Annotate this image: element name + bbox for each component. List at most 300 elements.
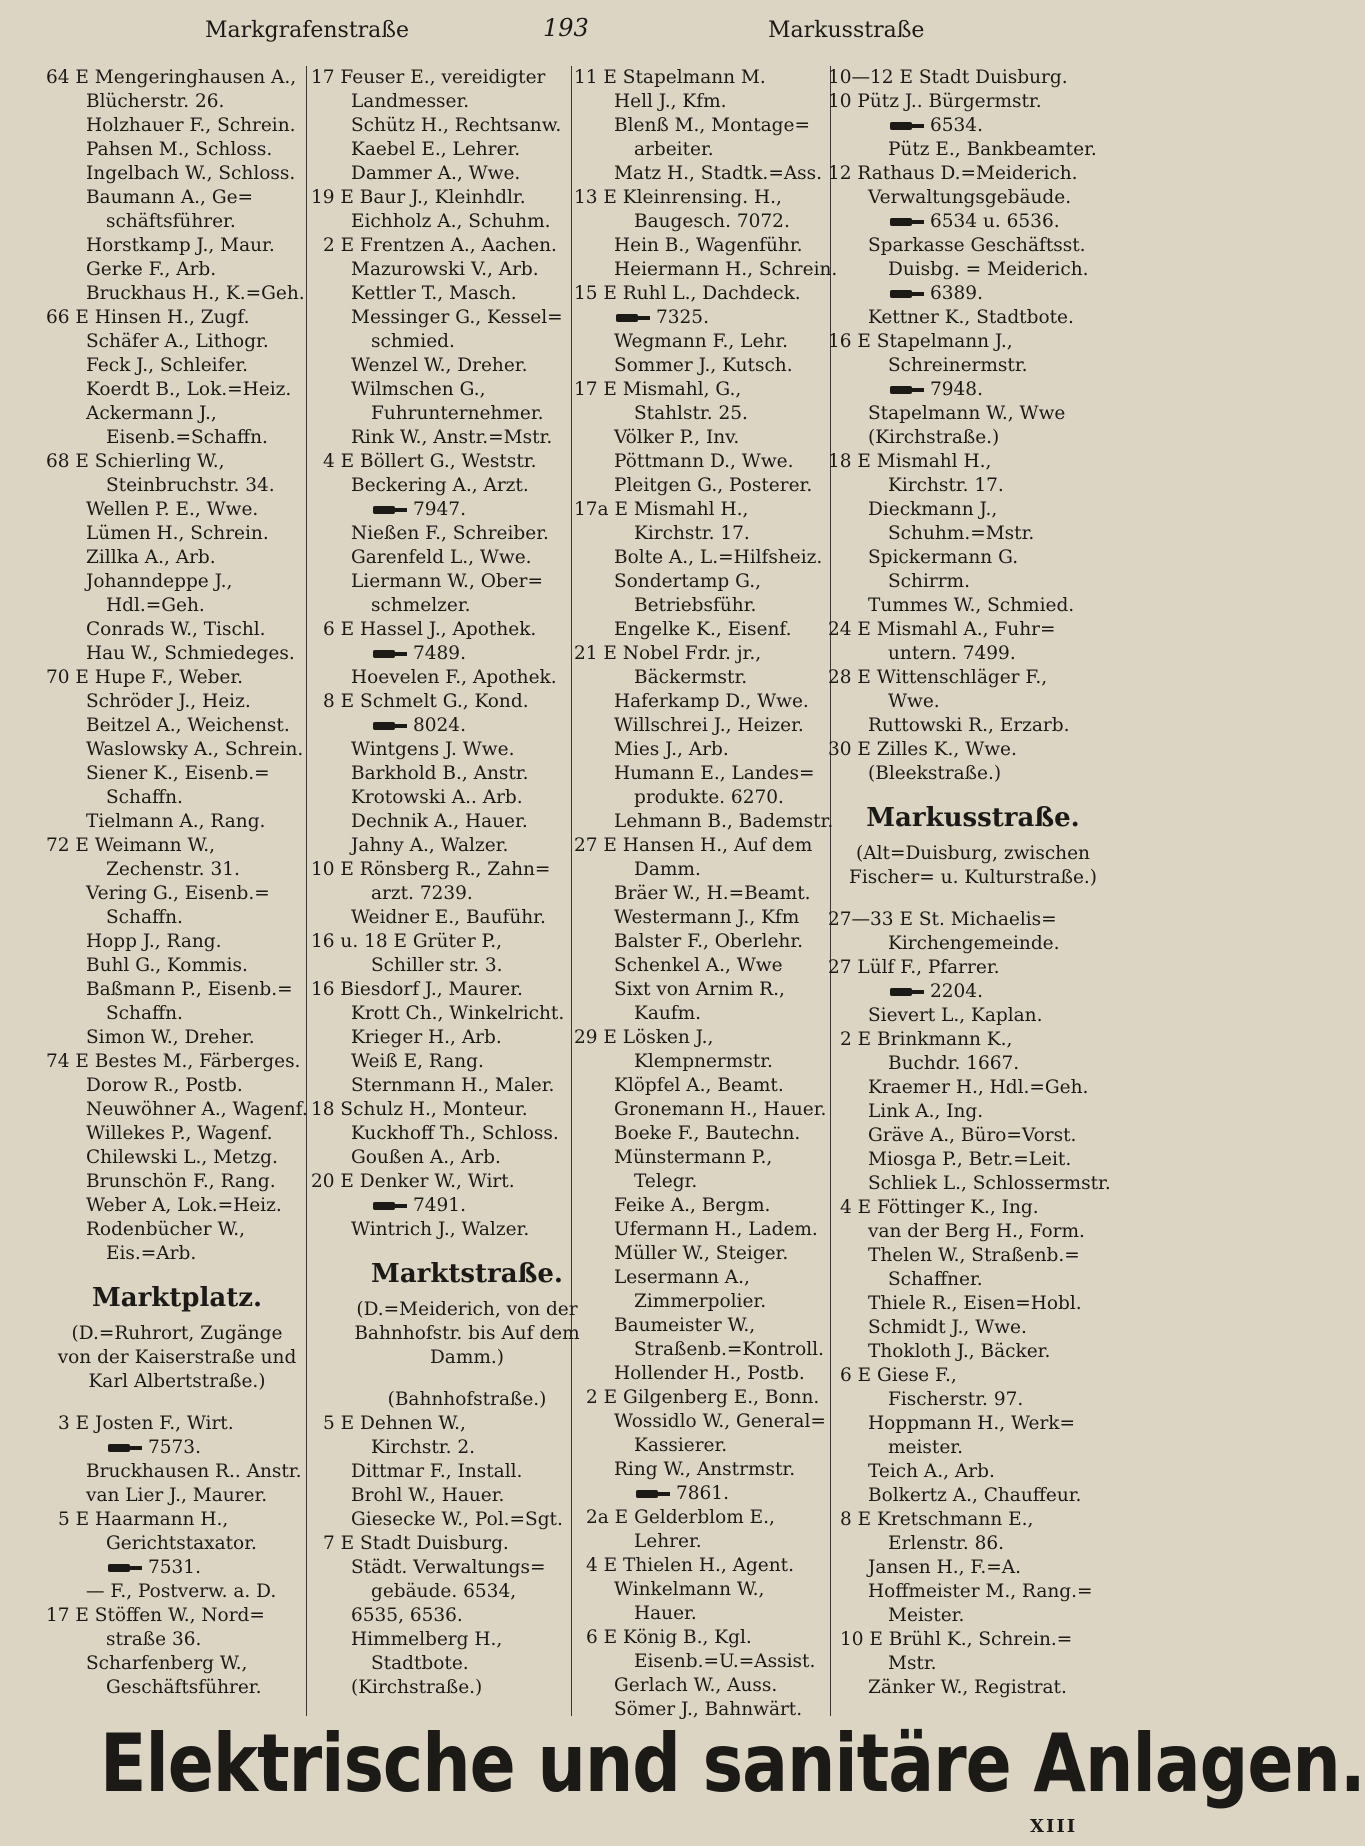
entry-text: 18 Schulz H., Monteur. [311, 1099, 528, 1120]
entry-text: 11 E Stapelmann M. [574, 67, 766, 88]
entry-text: 17 Feuser E., vereidigter [311, 67, 546, 88]
directory-entry-line [46, 474, 308, 498]
directory-entry-line [46, 1484, 308, 1508]
entry-text: 10 E Rönsberg R., Zahn= [311, 859, 551, 880]
directory-entry-line [828, 1196, 1118, 1220]
directory-entry-line [46, 186, 308, 210]
directory-entry-line [46, 1002, 308, 1026]
entry-text: Ackermann J., [86, 403, 217, 424]
entry-text: straße 36. [106, 1629, 202, 1650]
entry-text: Willschrei J., Heizer. [614, 715, 804, 736]
entry-text: Engelke K., Eisenf. [614, 619, 792, 640]
entry-text: Neuwöhner A., Wagenf. [86, 1099, 308, 1120]
entry-text: 18 E Mismahl H., [828, 451, 992, 472]
telephone-icon [373, 649, 407, 659]
entry-text: Wwe. [888, 691, 940, 712]
directory-entry-line [46, 162, 308, 186]
entry-text: Goußen A., Arb. [351, 1147, 501, 1168]
directory-entry-line [828, 186, 1118, 210]
entry-text: 72 E Weimann W., [46, 835, 216, 856]
directory-entry-line [828, 1220, 1118, 1244]
entry-text: Zänker W., Registrat. [868, 1677, 1067, 1698]
entry-text: Kaufm. [634, 1003, 702, 1024]
directory-entry-line [828, 690, 1118, 714]
directory-entry-line [46, 1322, 308, 1346]
entry-text: 20 E Denker W., Wirt. [311, 1171, 515, 1192]
directory-entry-line [828, 498, 1118, 522]
directory-entry-line [828, 762, 1118, 786]
entry-text: 6535, 6536. [351, 1605, 463, 1626]
entry-text: 6 E Giese F., [840, 1365, 957, 1386]
entry-text: 7 E Stadt Duisburg. [323, 1533, 509, 1554]
directory-entry-line [46, 258, 308, 282]
entry-text: Tielmann A., Rang. [86, 811, 266, 832]
entry-text: 66 E Hinsen H., Zugf. [46, 307, 250, 328]
street-heading: Marktstraße. [371, 1259, 563, 1289]
entry-text: Wintgens J. Wwe. [351, 739, 515, 760]
entry-text: untern. 7499. [888, 643, 1016, 664]
entry-text: Pütz E., Bankbeamter. [888, 139, 1097, 160]
directory-entry-line [46, 954, 308, 978]
entry-text: 5 E Dehnen W., [323, 1413, 466, 1434]
directory-entry-line [46, 1412, 308, 1436]
directory-entry-line [46, 1628, 308, 1652]
directory-entry-line [46, 642, 308, 666]
directory-entry-line [46, 90, 308, 114]
entry-text: Betriebsführ. [634, 595, 757, 616]
entry-text: Krotowski A.. Arb. [351, 787, 523, 808]
entry-text: 7573. [148, 1437, 201, 1458]
entry-text: Kuckhoff Th., Schloss. [351, 1123, 559, 1144]
directory-entry-line [46, 282, 308, 306]
directory-entry-line [828, 714, 1118, 738]
entry-text: Balster F., Oberlehr. [614, 931, 804, 952]
entry-text: arbeiter. [634, 139, 714, 160]
directory-entry-line [46, 1436, 308, 1460]
entry-text: 4 E Thielen H., Agent. [586, 1555, 794, 1576]
entry-text: 7489. [413, 643, 466, 664]
directory-entry-line [828, 1052, 1118, 1076]
entry-text: Dorow R., Postb. [86, 1075, 243, 1096]
directory-entry-line [46, 1370, 308, 1394]
directory-entry-line [828, 1580, 1118, 1604]
entry-text: Gronemann H., Hauer. [614, 1099, 827, 1120]
entry-text: Messinger G., Kessel= [351, 307, 563, 328]
entry-text: Bruckhaus H., K.=Geh. [86, 283, 305, 304]
directory-entry-line [828, 1076, 1118, 1100]
directory-entry-line [828, 66, 1118, 90]
directory-entry-line [46, 330, 308, 354]
entry-text: Wintrich J., Walzer. [351, 1219, 530, 1240]
entry-text: Tummes W., Schmied. [868, 595, 1075, 616]
directory-entry-line [46, 1194, 308, 1218]
directory-entry-line [828, 1244, 1118, 1268]
entry-text: Kirchstr. 2. [371, 1437, 476, 1458]
entry-text: 64 E Mengeringhausen A., [46, 67, 297, 88]
directory-entry-line [46, 1604, 308, 1628]
advertisement-banner: Elektrische und sanitäre Anlagen. [100, 1718, 1365, 1812]
entry-text: schäftsführer. [106, 211, 236, 232]
entry-text: Kassierer. [634, 1435, 728, 1456]
directory-entry-line [46, 1460, 308, 1484]
directory-entry-line [46, 66, 308, 90]
entry-text: Kirchstr. 17. [888, 475, 1004, 496]
entry-text: Lehmann B., Bademstr. [614, 811, 834, 832]
directory-entry-line [828, 666, 1118, 690]
directory-entry-line [828, 980, 1118, 1004]
entry-text: 8024. [413, 715, 466, 736]
entry-text: Blenß M., Montage= [614, 115, 810, 136]
entry-text: Jahny A., Walzer. [351, 835, 509, 856]
directory-entry-line [828, 1172, 1118, 1196]
entry-text: — F., Postverw. a. D. [86, 1581, 277, 1602]
entry-text: gebäude. 6534, [371, 1581, 517, 1602]
entry-text: Krieger H., Arb. [351, 1027, 502, 1048]
entry-text: Sommer J., Kutsch. [614, 355, 793, 376]
entry-text: Westermann J., Kfm [614, 907, 800, 928]
entry-text: Bräer W., H.=Beamt. [614, 883, 811, 904]
entry-text: Schaffn. [106, 907, 183, 928]
telephone-icon [108, 1563, 142, 1573]
entry-text: Humann E., Landes= [614, 763, 815, 784]
directory-entry-line [828, 450, 1118, 474]
directory-entry-line [828, 474, 1118, 498]
entry-text: Pleitgen G., Posterer. [614, 475, 813, 496]
entry-text: Buchdr. 1667. [888, 1053, 1020, 1074]
directory-entry-line [46, 1580, 308, 1604]
entry-text: Duisbg. = Meiderich. [888, 259, 1089, 280]
entry-text: Thiele R., Eisen=Hobl. [868, 1293, 1082, 1314]
directory-entry-line [46, 930, 308, 954]
entry-text: Wegmann F., Lehr. [614, 331, 789, 352]
directory-entry-line [828, 1268, 1118, 1292]
entry-text: Matz H., Stadtk.=Ass. [614, 163, 823, 184]
directory-entry-line [46, 138, 308, 162]
page-number: 193 [543, 14, 589, 42]
entry-text: 2 E Brinkmann K., [840, 1029, 1013, 1050]
directory-entry-line [46, 1170, 308, 1194]
entry-text: Schuhm.=Mstr. [888, 523, 1035, 544]
entry-text: Gerichtstaxator. [106, 1533, 257, 1554]
entry-text: Weidner E., Bauführ. [351, 907, 546, 928]
directory-entry-line [46, 1050, 308, 1074]
entry-text: Weber A, Lok.=Heiz. [86, 1195, 282, 1216]
directory-entry-line [828, 234, 1118, 258]
entry-text: 10 Pütz J.. Bürgermstr. [828, 91, 1042, 112]
entry-text: Kettner K., Stadtbote. [868, 307, 1074, 328]
entry-text: Geschäftsführer. [106, 1677, 262, 1698]
entry-text: Sixt von Arnim R., [614, 979, 785, 1000]
entry-text: 27 E Hansen H., Auf dem [574, 835, 813, 856]
entry-text: Schütz H., Rechtsanw. [351, 115, 562, 136]
entry-text: 6389. [930, 283, 983, 304]
directory-entry-line [828, 90, 1118, 114]
entry-text: Spickermann G. [868, 547, 1019, 568]
entry-text: schmelzer. [371, 595, 471, 616]
directory-entry-line [828, 1148, 1118, 1172]
entry-text: Ingelbach W., Schloss. [86, 163, 296, 184]
entry-text: Johanndeppe J., [86, 571, 233, 592]
entry-text: Blücherstr. 26. [86, 91, 225, 112]
directory-entry-line [828, 570, 1118, 594]
directory-entry-line [828, 1364, 1118, 1388]
entry-text: Hollender H., Postb. [614, 1363, 805, 1384]
directory-entry-line [46, 1074, 308, 1098]
directory-entry-line [46, 1218, 308, 1242]
entry-text: Völker P., Inv. [614, 427, 740, 448]
entry-text: 17 E Mismahl, G., [574, 379, 742, 400]
directory-entry-line [828, 1436, 1118, 1460]
directory-entry-line [46, 402, 308, 426]
entry-text: 5 E Haarmann H., [58, 1509, 229, 1530]
entry-text: Weiß E, Rang. [351, 1051, 484, 1072]
entry-text: 30 E Zilles K., Wwe. [828, 739, 1017, 760]
entry-text: Schmidt J., Wwe. [868, 1317, 1027, 1338]
entry-text: 19 E Baur J., Kleinhdlr. [311, 187, 526, 208]
directory-entry-line [828, 1532, 1118, 1556]
entry-text: Landmesser. [351, 91, 470, 112]
directory-entry-line [46, 666, 308, 690]
entry-text: Ring W., Anstrmstr. [614, 1459, 796, 1480]
directory-entry-line [46, 1556, 308, 1580]
directory-entry-line [828, 522, 1118, 546]
entry-text: Rink W., Anstr.=Mstr. [351, 427, 553, 448]
entry-text: Stahlstr. 25. [634, 403, 748, 424]
entry-text: Dieckmann J., [868, 499, 998, 520]
directory-entry-line [828, 956, 1118, 980]
entry-text: Schröder J., Heiz. [86, 691, 251, 712]
directory-entry-line [46, 618, 308, 642]
entry-text: Himmelberg H., [351, 1629, 503, 1650]
entry-text: Sömer J., Bahnwärt. [614, 1699, 803, 1720]
directory-entry-line [46, 834, 308, 858]
entry-text: Bolte A., L.=Hilfsheiz. [614, 547, 823, 568]
entry-text: Mstr. [888, 1653, 937, 1674]
entry-text: Waslowsky A., Schrein. [86, 739, 304, 760]
entry-text: Stadtbote. [371, 1653, 469, 1674]
entry-text: arzt. 7239. [371, 883, 473, 904]
entry-text: 2 E Gilgenberg E., Bonn. [586, 1387, 820, 1408]
directory-entry-line [828, 738, 1118, 762]
entry-text: (Bleekstraße.) [868, 763, 1002, 784]
entry-text: Schliek L., Schlossermstr. [868, 1173, 1111, 1194]
entry-text: 3 E Josten F., Wirt. [58, 1413, 234, 1434]
entry-text: Gerke F., Arb. [86, 259, 217, 280]
entry-text: Kraemer H., Hdl.=Geh. [868, 1077, 1089, 1098]
entry-text: 29 E Lösken J., [574, 1027, 714, 1048]
entry-text: Schirrm. [888, 571, 970, 592]
directory-entry-line [46, 522, 308, 546]
signature-mark: XIII [1030, 1816, 1078, 1837]
entry-text: Mazurowski V., Arb. [351, 259, 539, 280]
telephone-icon [616, 313, 650, 323]
header-left-street: Markgrafenstraße [205, 18, 410, 43]
entry-text: Lümen H., Schrein. [86, 523, 269, 544]
directory-entry-line [46, 1122, 308, 1146]
entry-text: Städt. Verwaltungs= [351, 1557, 546, 1578]
telephone-icon [636, 1489, 670, 1499]
entry-text: Eisenb.=Schaffn. [106, 427, 268, 448]
directory-entry-line [828, 114, 1118, 138]
directory-entry-line [46, 1146, 308, 1170]
entry-text: Sternmann H., Maler. [351, 1075, 555, 1096]
entry-text: Verwaltungsgebäude. [868, 187, 1072, 208]
entry-text: Wenzel W., Dreher. [351, 355, 528, 376]
entry-text: Bahnhofstr. bis Auf dem [354, 1323, 580, 1344]
entry-text: Boeke F., Bautechn. [614, 1123, 801, 1144]
column-4 [828, 66, 1118, 1700]
entry-text: Holzhauer F., Schrein. [86, 115, 296, 136]
entry-text: Kettler T., Masch. [351, 283, 517, 304]
directory-entry-line [46, 978, 308, 1002]
entry-text: Zillka A., Arb. [86, 547, 216, 568]
entry-text: Zechenstr. 31. [106, 859, 240, 880]
directory-entry-line [828, 1340, 1118, 1364]
entry-text: Hopp J., Rang. [86, 931, 222, 952]
entry-text: 68 E Schierling W., [46, 451, 225, 472]
directory-entry-line [828, 1100, 1118, 1124]
telephone-icon [890, 217, 924, 227]
entry-text: Hdl.=Geh. [106, 595, 205, 616]
entry-text: Baugesch. 7072. [634, 211, 790, 232]
entry-text: Bruckhausen R.. Anstr. [86, 1461, 302, 1482]
entry-text: Klempnermstr. [634, 1051, 773, 1072]
entry-text: Hell J., Kfm. [614, 91, 727, 112]
entry-text: 10—12 E Stadt Duisburg. [828, 67, 1068, 88]
entry-text: 6 E König B., Kgl. [586, 1627, 752, 1648]
entry-text: Siener K., Eisenb.= [86, 763, 270, 784]
entry-text: Thokloth J., Bäcker. [868, 1341, 1051, 1362]
entry-text: Hoffmeister M., Rang.= [868, 1581, 1093, 1602]
entry-text: Beitzel A., Weichenst. [86, 715, 290, 736]
entry-text: 74 E Bestes M., Färberges. [46, 1051, 301, 1072]
entry-text: 16 u. 18 E Grüter P., [311, 931, 503, 952]
directory-entry-line [46, 858, 308, 882]
entry-text: Dittmar F., Install. [351, 1461, 523, 1482]
entry-text: Nießen F., Schreiber. [351, 523, 549, 544]
entry-text: 16 E Stapelmann J., [828, 331, 1013, 352]
directory-entry-line [828, 426, 1118, 450]
entry-text: Sparkasse Geschäftsst. [868, 235, 1086, 256]
entry-text: Straßenb.=Kontroll. [634, 1339, 824, 1360]
entry-text: Brohl W., Hauer. [351, 1485, 505, 1506]
entry-text: 4 E Böllert G., Weststr. [323, 451, 537, 472]
entry-text: Buhl G., Kommis. [86, 955, 248, 976]
entry-text: Wilmschen G., [351, 379, 486, 400]
entry-text: Gerlach W., Auss. [614, 1675, 778, 1696]
entry-text: (Kirchstraße.) [868, 427, 1000, 448]
entry-text: 7491. [413, 1195, 466, 1216]
directory-entry-line [46, 1676, 308, 1700]
entry-text: Hein B., Wagenführ. [614, 235, 803, 256]
entry-text: Damm.) [429, 1347, 505, 1368]
entry-text: (D.=Meiderich, von der [356, 1299, 578, 1320]
entry-text: 6534. [930, 115, 983, 136]
entry-text: 21 E Nobel Frdr. jr., [574, 643, 762, 664]
entry-text: 8 E Kretschmann E., [840, 1509, 1034, 1530]
entry-text: Müller W., Steiger. [614, 1243, 789, 1264]
entry-text: Schaffn. [106, 787, 183, 808]
entry-text: Schiller str. 3. [371, 955, 503, 976]
entry-text: Klöpfel A., Beamt. [614, 1075, 784, 1096]
entry-text: Schäfer A., Lithogr. [86, 331, 269, 352]
entry-text: Winkelmann W., [614, 1579, 765, 1600]
directory-entry-line [46, 114, 308, 138]
entry-text: 7325. [656, 307, 709, 328]
entry-text: Baumann A., Ge= [86, 187, 254, 208]
directory-entry-line [46, 1026, 308, 1050]
directory-entry-line [828, 1676, 1118, 1700]
entry-text: Brunschön F., Rang. [86, 1171, 276, 1192]
telephone-icon [373, 721, 407, 731]
entry-text: Baßmann P., Eisenb.= [86, 979, 293, 1000]
entry-text: Fischerstr. 97. [888, 1389, 1024, 1410]
entry-text: Kirchengemeinde. [888, 933, 1060, 954]
directory-entry-line [46, 714, 308, 738]
entry-text: Feike A., Bergm. [614, 1195, 771, 1216]
entry-text: von der Kaiserstraße und [57, 1347, 297, 1368]
entry-text: Hoevelen F., Apothek. [351, 667, 557, 688]
telephone-icon [373, 505, 407, 515]
entry-text: Bäckermstr. [634, 667, 748, 688]
directory-entry-line [828, 330, 1118, 354]
entry-text: Chilewski L., Metzg. [86, 1147, 278, 1168]
entry-text: Schaffner. [888, 1269, 983, 1290]
directory-entry-line [46, 306, 308, 330]
entry-text: Pahsen M., Schloss. [86, 139, 273, 160]
entry-text: Meister. [888, 1605, 965, 1626]
entry-text: Schenkel A., Wwe [614, 955, 783, 976]
directory-entry-line [828, 842, 1118, 866]
entry-text: Vering G., Eisenb.= [86, 883, 270, 904]
entry-text: 2 E Frentzen A., Aachen. [323, 235, 557, 256]
entry-text: 2204. [930, 981, 983, 1002]
entry-text: Eichholz A., Schuhm. [351, 211, 551, 232]
directory-entry-line [828, 258, 1118, 282]
page-header [0, 12, 1146, 48]
entry-text: Garenfeld L., Wwe. [351, 547, 532, 568]
entry-text: Koerdt B., Lok.=Heiz. [86, 379, 292, 400]
directory-entry-line [828, 1604, 1118, 1628]
entry-text: 17a E Mismahl H., [574, 499, 749, 520]
entry-text: Heiermann H., Schrein. [614, 259, 838, 280]
directory-entry-line [828, 1484, 1118, 1508]
entry-text: 12 Rathaus D.=Meiderich. [828, 163, 1078, 184]
entry-text: van Lier J., Maurer. [86, 1485, 268, 1506]
entry-text: Baumeister W., [614, 1315, 756, 1336]
entry-text: Link A., Ing. [868, 1101, 984, 1122]
directory-entry-line [46, 570, 308, 594]
entry-text: 70 E Hupe F., Weber. [46, 667, 244, 688]
directory-entry-line [46, 906, 308, 930]
entry-text: 28 E Wittenschläger F., [828, 667, 1048, 688]
directory-entry-line [828, 1556, 1118, 1580]
entry-text: Lehrer. [634, 1531, 702, 1552]
entry-text: Willekes P., Wagenf. [86, 1123, 273, 1144]
entry-text: Haferkamp D., Wwe. [614, 691, 809, 712]
directory-entry-line [46, 1508, 308, 1532]
entry-text: 27 Lülf F., Pfarrer. [828, 957, 1000, 978]
entry-text: 6 E Hassel J., Apothek. [323, 619, 537, 640]
entry-text: Horstkamp J., Maur. [86, 235, 275, 256]
entry-text: Hau W., Schmiedeges. [86, 643, 295, 664]
directory-entry-line [828, 866, 1118, 890]
entry-text: Lesermann A., [614, 1267, 750, 1288]
entry-text: Ruttowski R., Erzarb. [868, 715, 1070, 736]
entry-text: Feck J., Schleifer. [86, 355, 249, 376]
entry-text: Ufermann H., Ladem. [614, 1219, 818, 1240]
entry-text: Fuhrunternehmer. [371, 403, 544, 424]
